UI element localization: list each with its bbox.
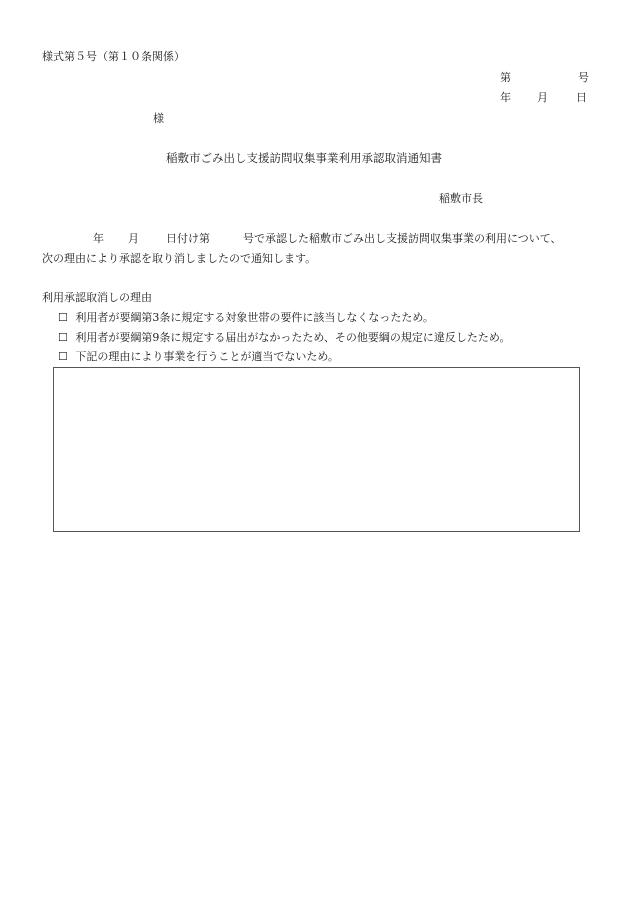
body-text-line1: 号で承認した稲敷市ごみ出し支援訪問収集事業の利用について、	[243, 232, 562, 245]
date-day: 日	[576, 91, 587, 104]
checkbox-icon[interactable]: ☐	[58, 331, 68, 344]
reason-item	[58, 351, 339, 362]
issuer: 稲敷市長	[439, 192, 483, 205]
body-text-line2: 次の理由により承認を取り消しましたので通知します。	[42, 252, 317, 265]
body-year: 年	[93, 232, 104, 245]
reason-detail-box[interactable]	[53, 367, 580, 532]
doc-number-prefix: 第	[500, 71, 511, 84]
date-month: 月	[537, 91, 548, 104]
checkbox-icon[interactable]: ☐	[58, 350, 68, 363]
reason-text: 下記の理由により事業を行うことが適当でないため。	[75, 350, 339, 363]
doc-number-suffix: 号	[578, 71, 589, 84]
form-number: 様式第５号（第１０条関係）	[42, 50, 185, 63]
reason-heading: 利用承認取消しの理由	[42, 291, 152, 304]
date-year: 年	[500, 91, 511, 104]
body-dated-no: 日付け第	[166, 232, 210, 245]
reason-item	[58, 312, 434, 323]
checkbox-icon[interactable]: ☐	[58, 311, 68, 324]
reason-text: 利用者が要綱第9条に規定する届出がなかったため、その他要綱の規定に違反したため。	[75, 331, 511, 344]
reason-text: 利用者が要綱第3条に規定する対象世帯の要件に該当しなくなったため。	[75, 311, 434, 324]
document-title: 稲敷市ごみ出し支援訪問収集事業利用承認取消通知書	[166, 151, 442, 165]
reason-item	[58, 332, 511, 343]
body-month: 月	[128, 232, 139, 245]
addressee-suffix: 様	[153, 112, 164, 125]
